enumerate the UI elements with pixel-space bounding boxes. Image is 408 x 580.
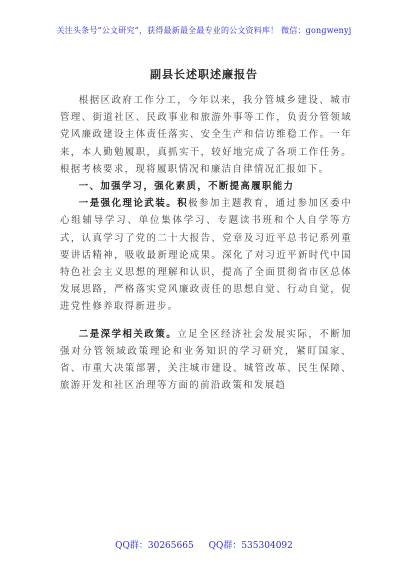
paragraph-2-text: 立足全区经济社会发展实际，不断加强对分管领域政策理论和业务知识的学习研究，紧盯国家、省、市重大决策部署，关注城市建设、城管改革、民生保障、旅游开发和社区治理等方面的前沿政策和发展趋 xyxy=(60,328,352,392)
intro-paragraph: 根据区政府工作分工，今年以来，我分管城乡建设、城市管理、街道社区、民政事业和旅游外事等工作，负责分管领域党风廉政建设主体责任落实、安全生产和信访维稳工作。一年来，本人勤勉履职，真抓实干，较好地完成了各项工作任务。根据考核要求，现将履职情况和廉洁自律情况汇报如下。 xyxy=(60,95,352,175)
qq-group-2: QQ群：535304092 xyxy=(208,541,293,551)
section-heading-1: 一、加强学习，强化素质，不断提高履职能力 xyxy=(78,181,295,193)
paragraph-2 xyxy=(60,326,352,395)
paragraph-1-lead: 一是强化理论武装。 xyxy=(78,198,178,210)
document-body xyxy=(60,92,352,394)
paragraph-1-lead-char: 积 xyxy=(177,198,189,210)
paragraph-2-lead: 二是深学相关政策。 xyxy=(78,328,178,340)
paragraph-1-text: 极参加主题教育，通过参加区委中心组辅导学习、单位集体学习、专题读书班和个人自学等方式，认真学习了党的二十大报告、党章及习近平总书记系列重要讲话精神，吸收最新理论成果。深化了对习近平新时代中国特色社会主义思想的理解和认识，提高了全面贯彻省市区总体发展思路，严格落实党风廉政责任的思想自觉、行动自觉，促进党性修养取得新进步。 xyxy=(60,198,352,313)
paragraph-1 xyxy=(60,195,352,315)
footer-qq-groups xyxy=(0,538,408,551)
promo-header: 关注头条号“公文研究”，获得最新最全最专业的公文资料库！ 微信：gongwenyj xyxy=(56,26,352,35)
document-title: 副县长述职述廉报告 xyxy=(150,68,258,81)
qq-group-1: QQ群：30265665 xyxy=(115,541,194,551)
